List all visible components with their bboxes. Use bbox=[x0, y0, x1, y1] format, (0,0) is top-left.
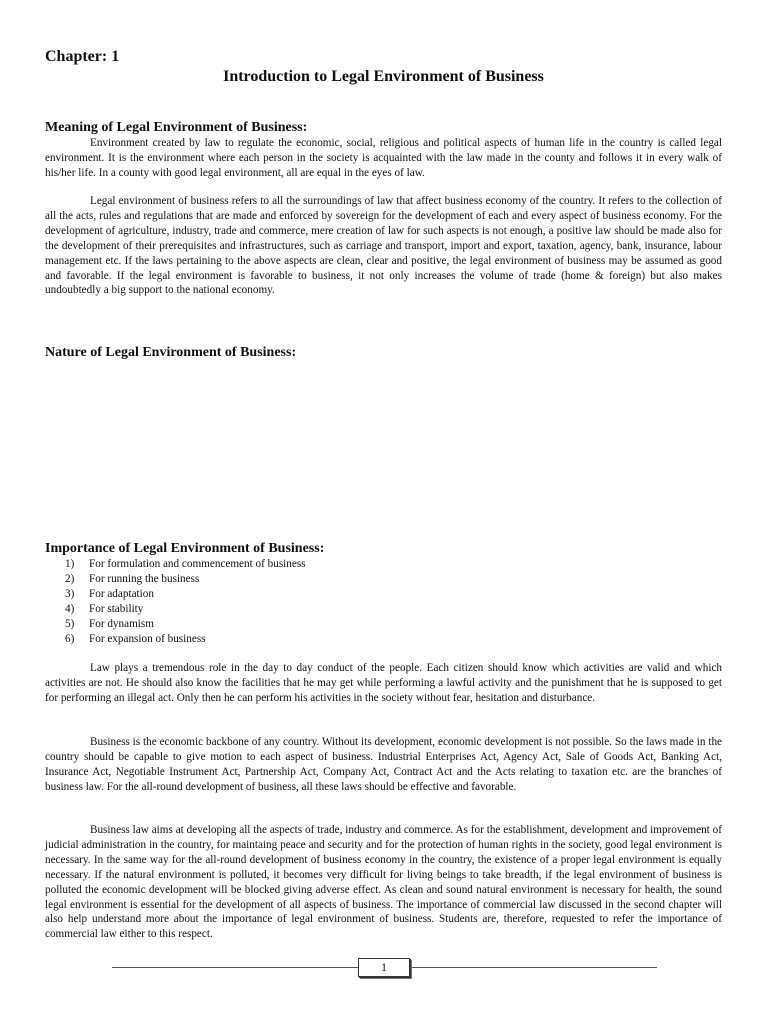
importance-paragraph-3: Business law aims at developing all the aspects of trade, industry and commerce. As for the establishment, development and improvement of judicial administration in the country, for maintaing peace and security and for the protection of human rights in the society, good legal environment is necessary. In the same way for the all-round development of business economy in the country, the existence of a proper legal environment is equally necessary. If the natural environment is polluted, it becomes very difficult for living beings to take breadth, if the legal environment of business is polluted the economic development will be blocked giving adverse effect. As clean and sound natural environment is necessary for health, the sound legal environment is essential for the development of all aspects of business. The importance of commercial law discussed in the second chapter will also help understand more about the importance of legal environment of business. Students are, therefore, requested to refer the importance of commercial law either to this respect. bbox=[45, 824, 722, 941]
list-item: 4) For stability bbox=[65, 602, 144, 615]
chapter-label: Chapter: 1 bbox=[45, 48, 120, 65]
importance-list bbox=[45, 557, 306, 646]
list-item: 3) For adaptation bbox=[65, 587, 154, 600]
page-title: Introduction to Legal Environment of Business bbox=[223, 68, 544, 85]
meaning-paragraph-1: Environment created by law to regulate the economic, social, religious and political aspects of human life in the country is called legal environment. It is the environment where each person in the society is acquainted with the law made in the county and follows it in every walk of his/her life. In a county with good legal environment, all are equal in the eyes of law. bbox=[45, 137, 722, 179]
nature-heading: Nature of Legal Environment of Business: bbox=[45, 345, 297, 360]
meaning-heading: Meaning of Legal Environment of Business: bbox=[45, 120, 308, 135]
list-item: 2) For running the business bbox=[65, 572, 200, 585]
list-item: 5) For dynamism bbox=[65, 617, 154, 630]
meaning-paragraph-2: Legal environment of business refers to all the surroundings of law that affect business economy of the country. It refers to the collection of all the acts, rules and regulations that are made and enforced by sovereign for the development of each and every aspect of business economy. For the development of agriculture, industry, trade and commerce, mere creation of law for such aspects is not enough, a positive law should be made also for the development of their prerequisites and infrastructures, such as carriage and transport, import and export, taxation, agency, bank, insurance, labour management etc. If the laws pertaining to the above aspects are clean, clear and positive, the legal environment of business may be assumed as good and favorable. If the legal environment is favorable to business, it not only increases the volume of trade (home & foreign) but also makes undoubtedly a big support to the national economy. bbox=[45, 195, 722, 297]
page-number: 1 bbox=[358, 958, 410, 977]
importance-paragraph-2: Business is the economic backbone of any country. Without its development, economic development is not possible. So the laws made in the country should be capable to give motion to each aspect of business. Industrial Enterprises Act, Agency Act, Sale of Goods Act, Banking Act, Insurance Act, Negotiable Instrument Act, Partnership Act, Company Act, Contract Act and the Acts relating to taxation etc. are the branches of business law. For the all-round development of business, all these laws should be effective and favorable. bbox=[45, 736, 722, 793]
importance-heading: Importance of Legal Environment of Business: bbox=[45, 541, 325, 556]
list-item: 1) For formulation and commencement of business bbox=[65, 558, 306, 570]
list-item: 6) For expansion of business bbox=[65, 632, 206, 645]
importance-paragraph-1: Law plays a tremendous role in the day to day conduct of the people. Each citizen should know which activities are valid and which activities are not. He should also know the facilities that he may get while performing a lawful activity and the punishment that he is supposed to get for performing an illegal act. Only then he can perform his activities in the society without fear, hesitation and disturbance. bbox=[45, 662, 722, 704]
